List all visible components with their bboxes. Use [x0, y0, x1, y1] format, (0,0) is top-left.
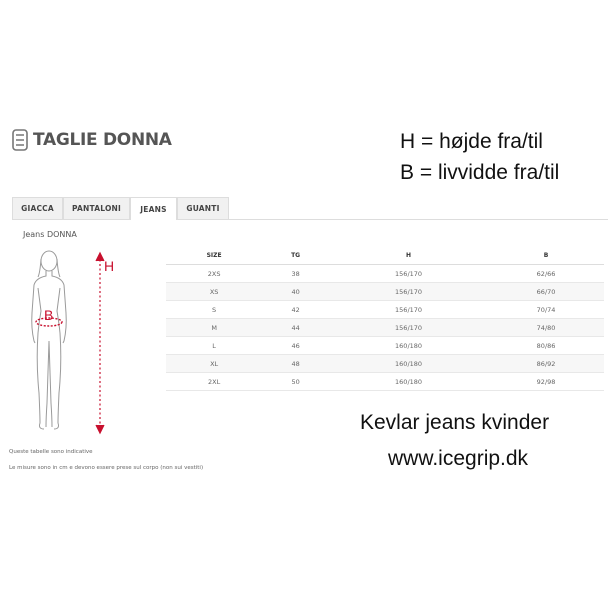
cell-b: 92/98: [488, 373, 604, 391]
col-header-tg: TG: [262, 247, 329, 265]
cell-size: S: [166, 301, 262, 319]
brand-logo-icon: [12, 129, 28, 151]
table-row: [166, 337, 604, 355]
cell-tg: 42: [262, 301, 329, 319]
height-label: H: [104, 258, 115, 274]
height-arrow-icon: [96, 253, 104, 433]
promo-title: Kevlar jeans kvinder: [360, 411, 550, 434]
height-note: H = højde fra/til: [400, 130, 543, 153]
table-row: [166, 355, 604, 373]
disclaimer-indicative: Queste tabelle sono indicative: [9, 449, 93, 455]
cell-h: 156/170: [329, 319, 488, 337]
cell-b: 70/74: [488, 301, 604, 319]
cell-size: 2XL: [166, 373, 262, 391]
cell-h: 156/170: [329, 283, 488, 301]
table-row: [166, 283, 604, 301]
table-row: [166, 373, 604, 391]
size-table: [166, 247, 604, 391]
table-header-row: [166, 247, 604, 265]
table-row: [166, 265, 604, 283]
cell-tg: 44: [262, 319, 329, 337]
cell-tg: 48: [262, 355, 329, 373]
col-header-size: SIZE: [166, 247, 262, 265]
col-header-h: H: [329, 247, 488, 265]
tab-pantaloni[interactable]: PANTALONI: [63, 197, 130, 219]
table-row: [166, 301, 604, 319]
page-title: TAGLIE DONNA: [33, 130, 172, 150]
cell-h: 160/180: [329, 337, 488, 355]
promo-url: www.icegrip.dk: [388, 447, 529, 470]
cell-b: 74/80: [488, 319, 604, 337]
cell-h: 156/170: [329, 301, 488, 319]
cell-b: 66/70: [488, 283, 604, 301]
cell-b: 80/86: [488, 337, 604, 355]
female-silhouette-icon: [32, 251, 67, 429]
col-header-b: B: [488, 247, 604, 265]
cell-size: XL: [166, 355, 262, 373]
tab-giacca[interactable]: GIACCA: [12, 197, 63, 219]
cell-b: 62/66: [488, 265, 604, 283]
tab-jeans[interactable]: JEANS: [130, 197, 177, 220]
cell-tg: 46: [262, 337, 329, 355]
section-title: Jeans DONNA: [23, 230, 77, 239]
cell-size: L: [166, 337, 262, 355]
cell-h: 160/180: [329, 355, 488, 373]
cell-tg: 40: [262, 283, 329, 301]
size-tabs: [12, 197, 608, 220]
cell-size: 2XS: [166, 265, 262, 283]
table-row: [166, 319, 604, 337]
disclaimer-measurements: Le misure sono in cm e devono essere prese sul corpo (non sui vestiti): [9, 465, 204, 471]
waist-note: B = livvidde fra/til: [400, 161, 560, 184]
cell-tg: 50: [262, 373, 329, 391]
cell-b: 86/92: [488, 355, 604, 373]
body-measure-figure: [22, 243, 117, 438]
cell-size: M: [166, 319, 262, 337]
waist-label: B: [44, 307, 54, 323]
cell-h: 160/180: [329, 373, 488, 391]
cell-size: XS: [166, 283, 262, 301]
cell-tg: 38: [262, 265, 329, 283]
tab-guanti[interactable]: GUANTI: [177, 197, 229, 219]
cell-h: 156/170: [329, 265, 488, 283]
brand-header: [12, 128, 172, 152]
